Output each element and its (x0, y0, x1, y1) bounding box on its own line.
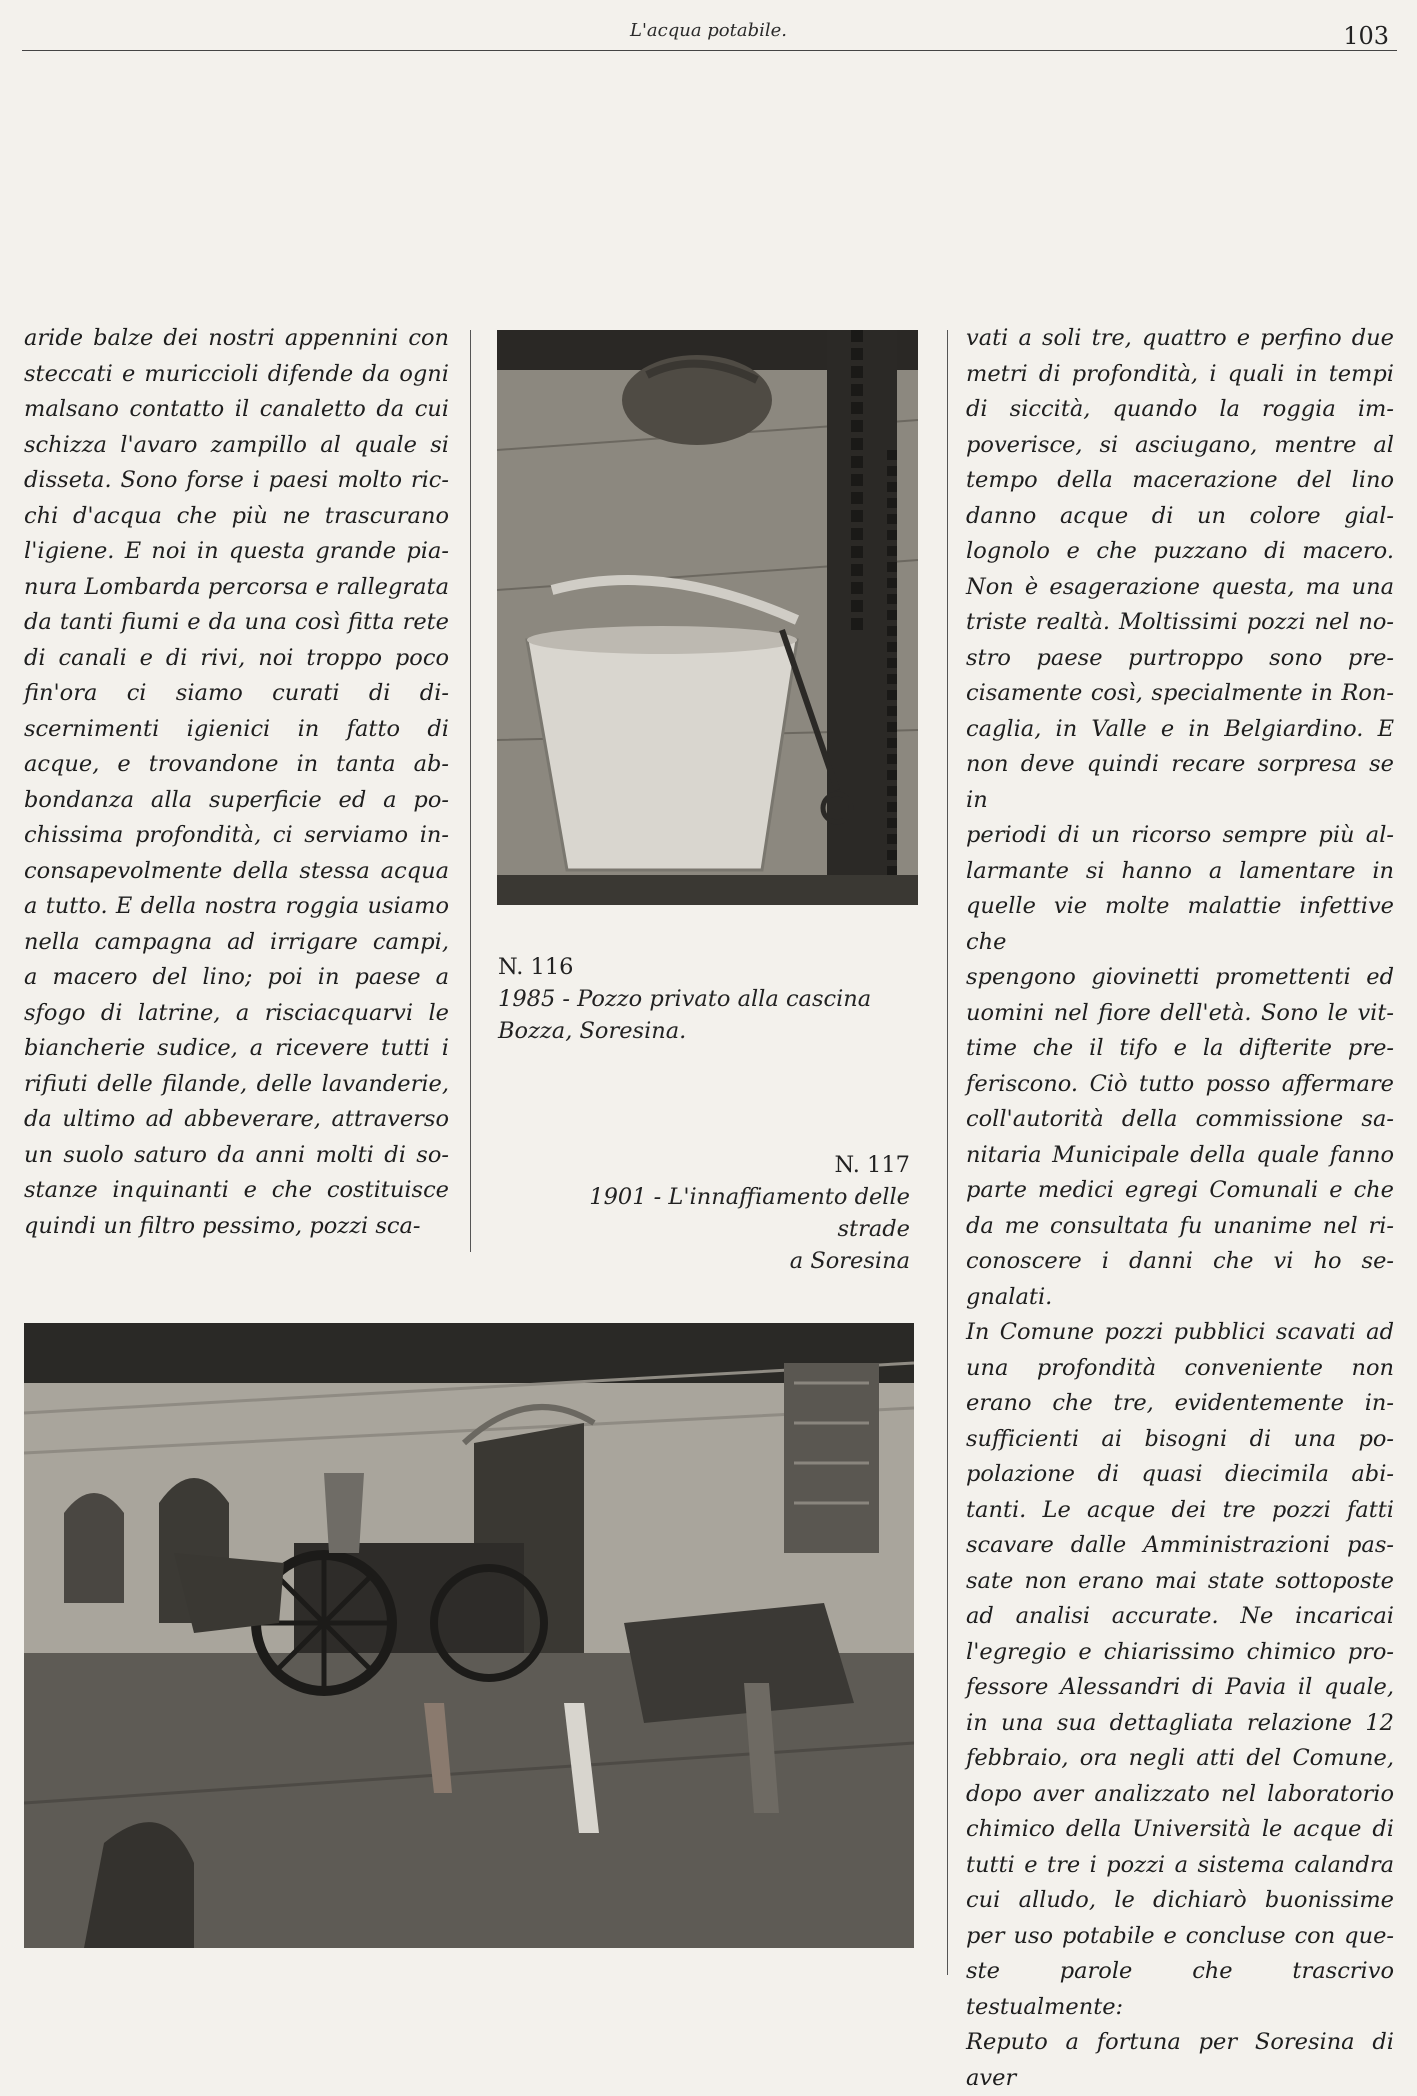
text-line: tutti e tre i pozzi a sistema calandra (966, 1851, 1394, 1878)
caption-number: N. 117 (834, 1152, 910, 1178)
text-line: consapevolmente della stessa acqua (24, 857, 449, 884)
text-line: biancherie sudice, a ricevere tutti i (24, 1035, 449, 1061)
photo-well-bucket (497, 330, 918, 905)
text-line: di siccità, quando la roggia im- (966, 396, 1394, 422)
text-line: cui alludo, le dichiarò buonissime (966, 1887, 1394, 1913)
caption-line: 1985 - Pozzo privato alla cascina (498, 986, 872, 1012)
text-line: fessore Alessandri di Pavia il quale, (966, 1674, 1394, 1700)
text-line: chissima profondità, ci serviamo in- (24, 822, 449, 848)
text-line: bondanza alla superficie ed a po- (24, 786, 449, 813)
text-line: un suolo saturo da anni molti di so- (24, 1141, 449, 1168)
text-line: nura Lombarda percorsa e rallegrata (24, 573, 449, 600)
text-line: nitaria Municipale della quale fanno (966, 1141, 1394, 1168)
text-line: polazione di quasi diecimila abi- (966, 1461, 1394, 1487)
text-line: coll'autorità della commissione sa- (966, 1106, 1394, 1132)
text-line: time che il tifo e la difterite pre- (966, 1035, 1394, 1061)
column-divider-left (470, 330, 471, 1252)
text-line: da tanti fiumi e da una così fitta rete (24, 609, 449, 635)
text-line: nella campagna ad irrigare campi, (24, 928, 449, 955)
text-line: sate non erano mai state sottoposte (966, 1567, 1394, 1594)
caption-line: 1901 - L'innaffiamento delle strade (589, 1184, 910, 1242)
text-line: l'egregio e chiarissimo chimico pro- (966, 1638, 1394, 1665)
text-line: ste parole che trascrivo testualmente: (966, 1958, 1394, 2020)
text-line: erano che tre, evidentemente in- (966, 1390, 1394, 1416)
right-text-column (966, 321, 1394, 2096)
text-line: danno acque di un colore gial- (966, 502, 1394, 529)
text-line: stro paese purtroppo sono pre- (966, 644, 1394, 671)
text-line: uomini nel fiore dell'età. Sono le vit- (966, 999, 1394, 1026)
text-line: l'igiene. E noi in questa grande pia- (24, 538, 449, 564)
text-line: Reputo a fortuna per Soresina di aver (966, 2029, 1394, 2091)
caption-photo-117 (510, 1149, 910, 1277)
text-line: sfogo di latrine, a risciacquarvi le (24, 999, 449, 1026)
text-line: tempo della macerazione del lino (966, 467, 1394, 493)
left-text-column (24, 321, 449, 1244)
text-line: a macero del lino; poi in paese a (24, 964, 449, 990)
text-line: spengono giovinetti promettenti ed (966, 964, 1394, 990)
text-line: Non è esagerazione questa, ma una (966, 573, 1394, 600)
text-line: caglia, in Valle e in Belgiardino. E (966, 715, 1394, 742)
text-line: da ultimo ad abbeverare, attraverso (24, 1106, 449, 1132)
text-line: una profondità conveniente non (966, 1354, 1394, 1381)
photo-street-watering-cart (24, 1323, 914, 1948)
text-line: cisamente così, specialmente in Ron- (966, 680, 1394, 706)
text-line: vati a soli tre, quattro e perfino due (966, 325, 1394, 351)
text-line: acque, e trovandone in tanta ab- (24, 751, 449, 777)
running-title: L'acqua potabile. (629, 20, 788, 41)
text-line: In Comune pozzi pubblici scavati ad (966, 1319, 1394, 1345)
text-line: scernimenti igienici in fatto di (24, 715, 449, 742)
text-line: steccati e muriccioli difende da ogni (24, 360, 449, 387)
text-line: stanze inquinanti e che costituisce (24, 1177, 449, 1203)
text-line: dopo aver analizzato nel laboratorio (966, 1780, 1394, 1807)
text-line: conoscere i danni che vi ho se- (966, 1248, 1394, 1274)
header-rule (22, 50, 1397, 51)
text-line: feriscono. Ciò tutto posso affermare (966, 1070, 1394, 1097)
text-line: disseta. Sono forse i paesi molto ric- (24, 467, 449, 493)
text-line: gnalati. (966, 1283, 1053, 1310)
text-line: sufficienti ai bisogni di una po- (966, 1425, 1394, 1452)
column-divider-right (947, 330, 948, 1975)
text-line: fin'ora ci siamo curati di di- (24, 680, 449, 706)
text-line: aride balze dei nostri appennini con (24, 325, 449, 351)
text-line: poverisce, si asciugano, mentre al (966, 431, 1394, 458)
well-bucket-illustration (497, 330, 918, 905)
caption-number: N. 116 (498, 954, 574, 980)
text-line: ad analisi accurate. Ne incaricai (966, 1603, 1394, 1629)
text-line: metri di profondità, i quali in tempi (966, 360, 1394, 387)
caption-line: a Soresina (789, 1248, 910, 1274)
text-line: da me consultata fu unanime nel ri- (966, 1212, 1394, 1239)
text-line: di canali e di rivi, noi troppo poco (24, 644, 449, 671)
text-line: in una sua dettagliata relazione 12 (966, 1709, 1394, 1736)
text-line: schizza l'avaro zampillo al quale si (24, 431, 449, 458)
caption-photo-116 (498, 951, 918, 1047)
text-line: non deve quindi recare sorpresa se in (966, 751, 1394, 813)
text-line: triste realtà. Moltissimi pozzi nel no- (966, 609, 1394, 635)
caption-line: Bozza, Soresina. (498, 1018, 687, 1044)
text-line: quelle vie molte malattie infettive che (966, 893, 1394, 955)
text-line: lognolo e che puzzano di macero. (966, 538, 1394, 564)
text-line: rifiuti delle filande, delle lavanderie, (24, 1070, 449, 1097)
text-line: scavare dalle Amministrazioni pas- (966, 1532, 1394, 1558)
text-line: chi d'acqua che più ne trascurano (24, 502, 449, 529)
text-line: larmante si hanno a lamentare in (966, 857, 1394, 884)
text-line: periodi di un ricorso sempre più al- (966, 822, 1394, 848)
page-number: 103 (1343, 22, 1389, 50)
text-line: malsano contatto il canaletto da cui (24, 396, 449, 422)
text-line: quindi un filtro pessimo, pozzi sca- (24, 1212, 421, 1239)
street-cart-illustration (24, 1323, 914, 1948)
text-line: chimico della Università le acque di (966, 1816, 1394, 1842)
text-line: tanti. Le acque dei tre pozzi fatti (966, 1496, 1394, 1523)
text-line: per uso potabile e concluse con que- (966, 1922, 1394, 1949)
text-line: parte medici egregi Comunali e che (966, 1177, 1394, 1203)
text-line: febbraio, ora negli atti del Comune, (966, 1745, 1394, 1771)
text-line: a tutto. E della nostra roggia usiamo (24, 893, 449, 919)
